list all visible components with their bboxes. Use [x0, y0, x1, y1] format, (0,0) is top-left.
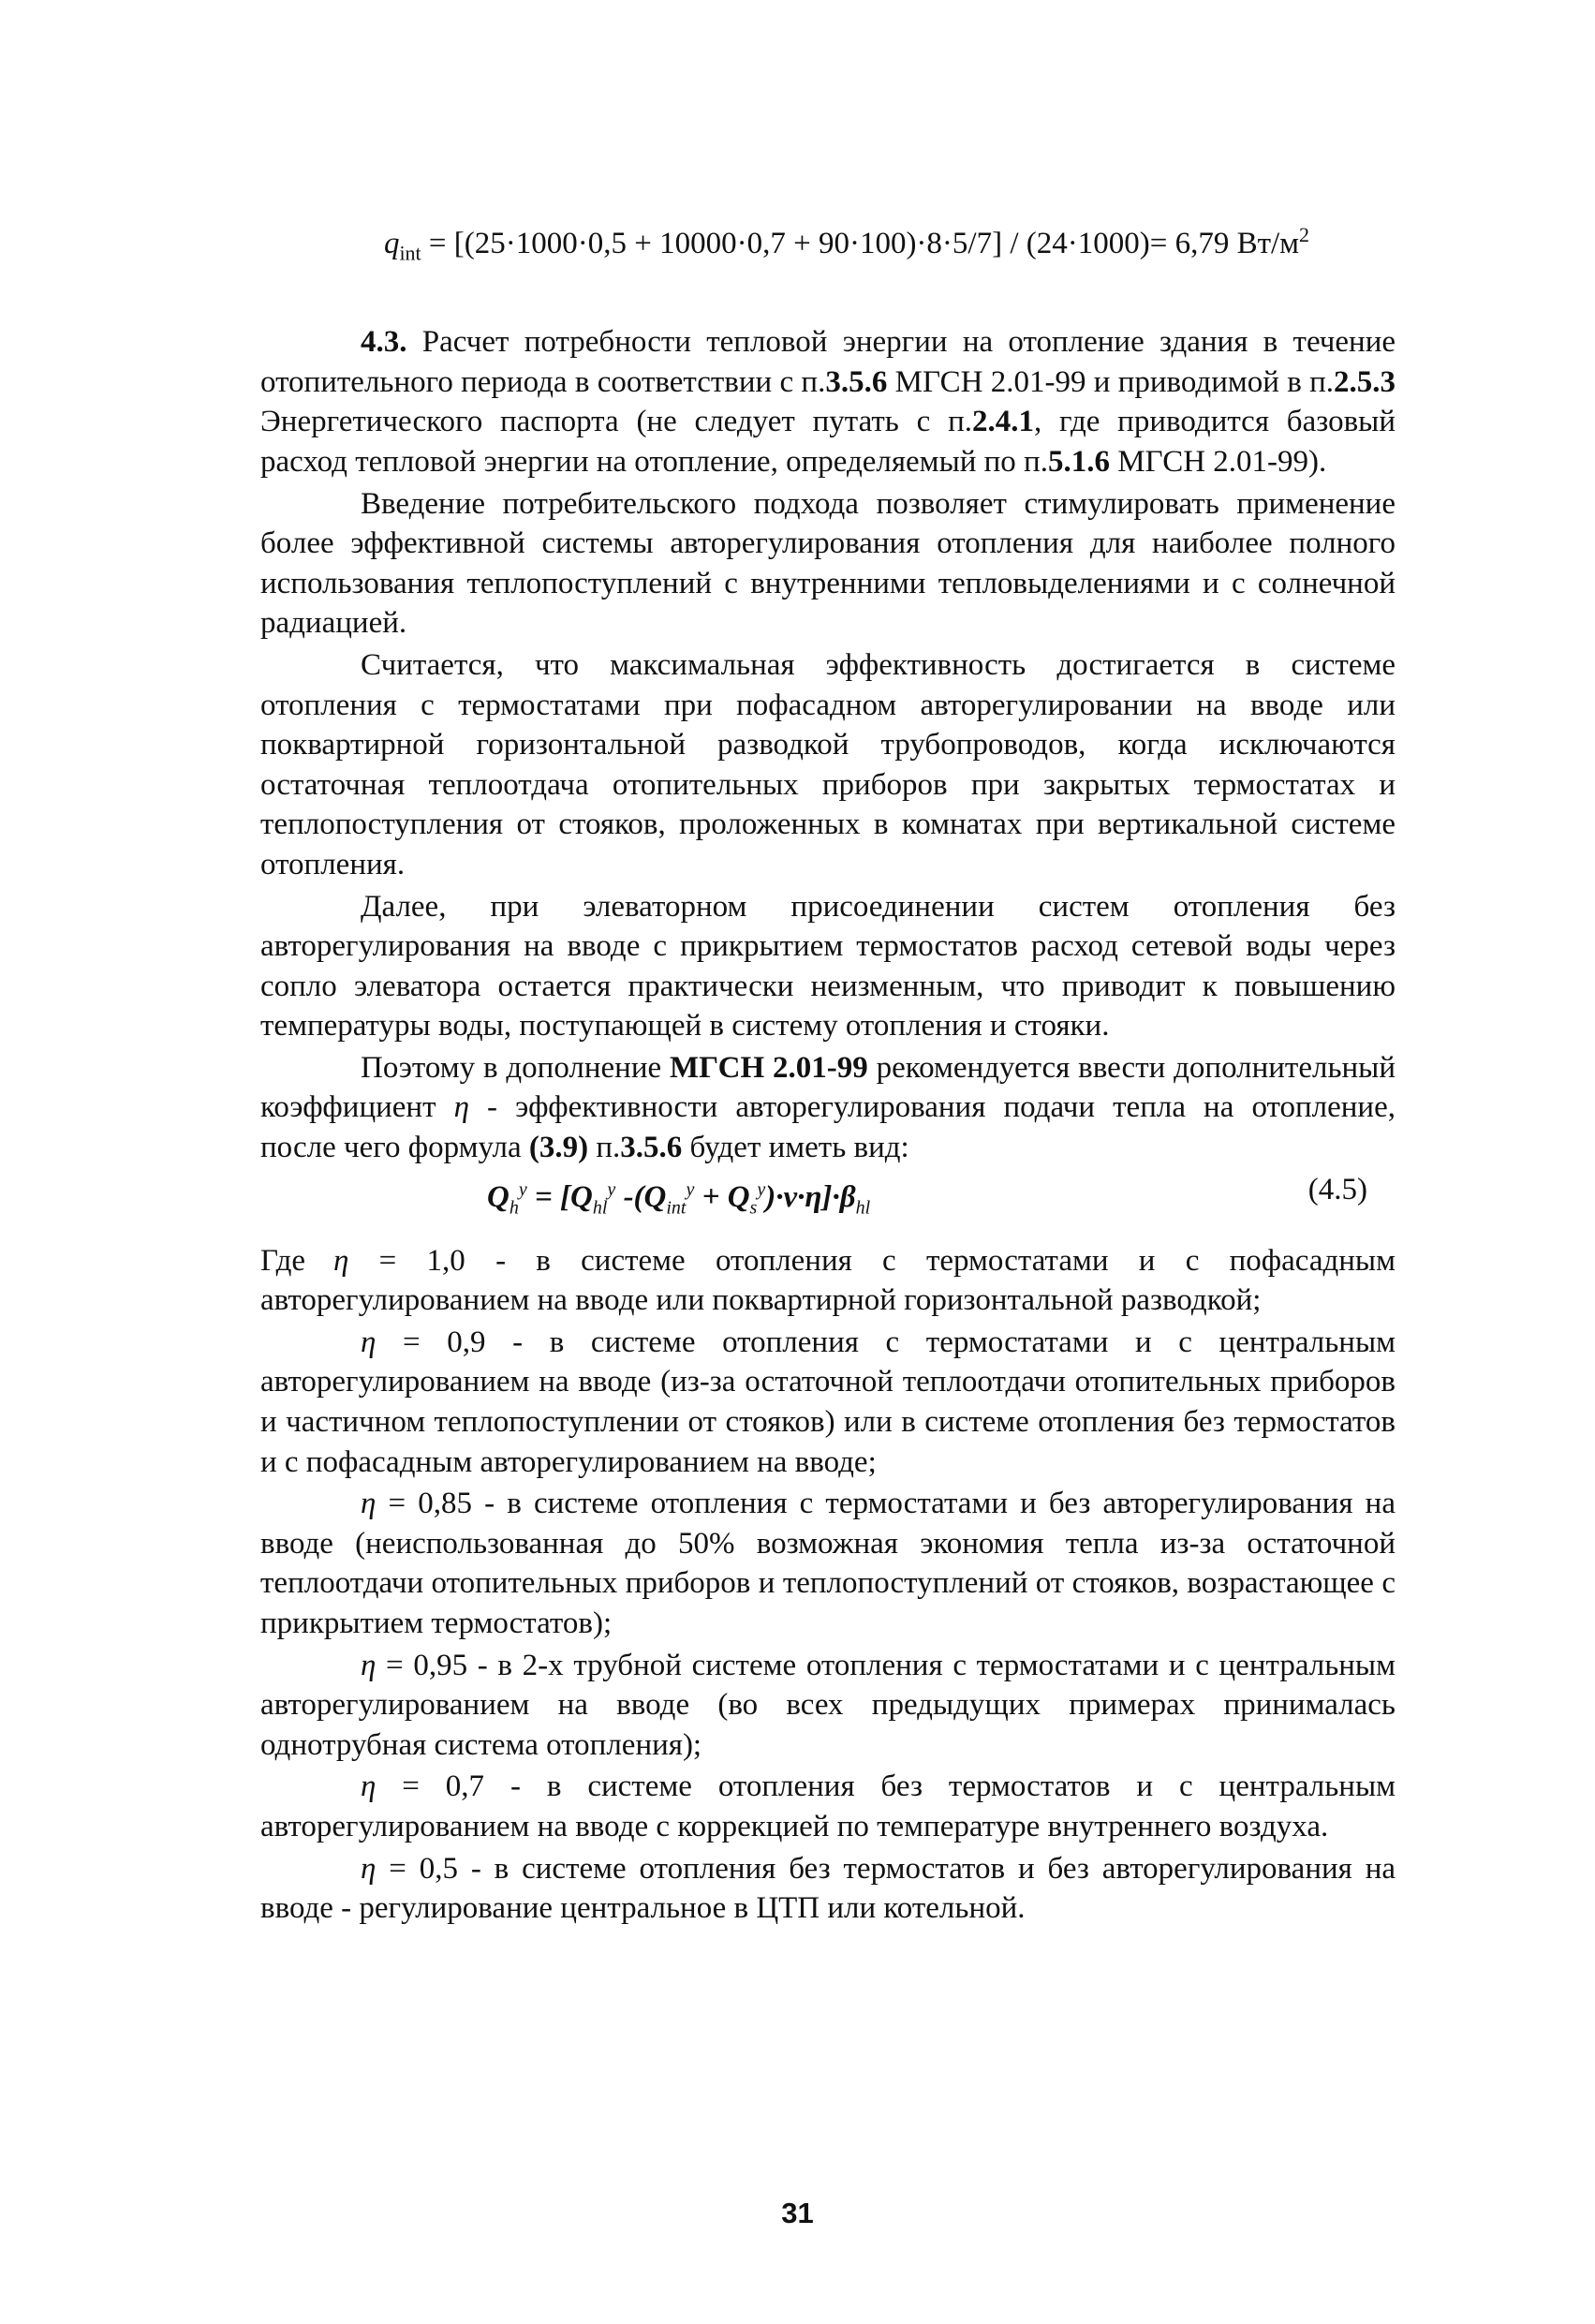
p4-formula-ref: (3.9) — [528, 1131, 589, 1165]
f45-qint-sup: y — [686, 1178, 695, 1200]
f45-qh-sub: h — [509, 1197, 519, 1219]
eta-symbol: η — [361, 1851, 377, 1886]
section-ref-1: 3.5.6 — [825, 364, 888, 399]
eta-symbol: η — [333, 1243, 349, 1278]
paragraph-consumer-approach: Введение потребительского подхода позволяет стимулировать применение более эффективной системы авторегулирования отопления для наиболее полного использования теплопоступлений с внутренними тепловыделениями и с солнечной радиацией. — [260, 486, 1396, 641]
eta-item-3 — [260, 1484, 1396, 1643]
formula-4-5 — [260, 1170, 1396, 1219]
f45-qhl: = [Q — [526, 1179, 593, 1214]
f45-qh-sup: y — [518, 1178, 527, 1200]
formula-qint — [260, 215, 1396, 274]
eta-symbol: η — [361, 1325, 377, 1359]
formula-4-5-number: (4.5) — [1307, 1172, 1367, 1206]
eta-symbol: η — [361, 1487, 377, 1521]
eta-symbol: η — [361, 1769, 377, 1804]
eta-item-5 — [260, 1767, 1396, 1846]
page-number: 31 — [781, 2197, 814, 2229]
eta-item-text: = 0,7 - в системе отопления без термостатов и с центральным авторегулированием на вводе с коррекцией по температуре внутреннего воздуха. — [260, 1769, 1396, 1843]
paragraph-coefficient — [260, 1048, 1396, 1168]
f45-qs-sup: y — [757, 1178, 766, 1200]
eta-item-text: = 0,9 - в системе отопления с термостатами и с центральным авторегулированием на вводе (из-за остаточной теплоотдачи отопительных приборов и частичном теплопоступлении от стояков) или в системе отопления без термостатов и с пофасадным авторегулированием на вводе; — [260, 1325, 1396, 1479]
p4-part-f: п. — [588, 1131, 621, 1165]
eta-item-4 — [260, 1646, 1396, 1766]
section-text-5: МГСН 2.01-99). — [1109, 444, 1327, 479]
eta-item-text: = 0,5 - в системе отопления без термостатов и без авторегулирования на вводе - регулирование центральное в ЦТП или котельной. — [260, 1851, 1396, 1926]
section-number: 4.3. — [361, 325, 407, 360]
formula-qint-unit-sup: 2 — [1299, 223, 1310, 246]
p4-mgsn: МГСН 2.01-99 — [669, 1050, 868, 1085]
f45-beta-sub: hl — [855, 1197, 871, 1219]
section-4-3-paragraph — [260, 322, 1396, 481]
section-text-4: , где приводится базовый расход тепловой энергии на отопление, определяемый по п. — [260, 405, 1396, 479]
f45-qhl-sup: y — [607, 1178, 616, 1200]
eta-item-text: = 1,0 - в системе отопления с термостатами и с пофасадным авторегулированием на вводе или поквартирной горизонтальной разводкой; — [260, 1243, 1396, 1318]
f45-tail: )·v·η]·β — [765, 1179, 856, 1214]
section-ref-4: 5.1.6 — [1047, 444, 1110, 479]
eta-item-prefix: Где — [260, 1243, 306, 1278]
f45-qhl-sub: hl — [592, 1197, 608, 1219]
formula-4-5-expression — [487, 1170, 870, 1228]
formula-qint-lhs: q — [383, 227, 400, 260]
eta-item-text: = 0,85 - в системе отопления с термостатами и без авторегулирования на вводе (неиспользованная до 50% возможная экономия тепла из-за остаточной теплоотдачи отопительных приборов и теплопоступлений от стояков, возрастающее с прикрытием термостатов); — [260, 1487, 1396, 1640]
p4-part-a: Поэтому в дополнение — [361, 1050, 670, 1085]
f45-qs-sub: s — [749, 1197, 758, 1219]
f45-qh: Q — [487, 1179, 510, 1214]
document-page — [260, 215, 1396, 1931]
p4-part-c: рекомендуется ввести дополнительный коэффициент — [260, 1050, 1396, 1125]
f45-qint-sub: int — [666, 1197, 687, 1219]
paragraph-elevator: Далее, при элеваторном присоединении систем отопления без авторегулирования на вводе с прикрытием термостатов расход сетевой воды через сопло элеватора остается практически неизменным, что приводит к повышению температуры воды, поступающей в систему отопления и стояки. — [260, 889, 1396, 1044]
formula-qint-lhs-sub: int — [399, 241, 421, 265]
f45-qint: -(Q — [615, 1179, 667, 1214]
eta-symbol: η — [361, 1648, 377, 1682]
p4-part-h: будет иметь вид: — [682, 1131, 909, 1165]
f45-qs: + Q — [694, 1179, 750, 1214]
p4-part-d: - эффективности авторегулирования подачи тепла на отопление, после чего формула — [260, 1090, 1396, 1165]
p4-clause-ref: 3.5.6 — [620, 1131, 683, 1165]
section-ref-2: 2.5.3 — [1334, 364, 1396, 399]
eta-symbol: η — [453, 1090, 469, 1125]
eta-item-6 — [260, 1849, 1396, 1929]
section-ref-3: 2.4.1 — [972, 405, 1034, 439]
eta-item-1 — [260, 1241, 1396, 1321]
section-text-1: Расчет потребности тепловой энергии на отопление здания в течение отопительного периода в соответствии с п. — [260, 325, 1396, 399]
paragraph-max-efficiency: Считается, что максимальная эффективность достигается в системе отопления с термостатами при пофасадном авторегулировании на вводе или поквартирной горизонтальной разводкой трубопроводов, когда исключаются остаточная теплоотдача отопительных приборов при закрытых термостатах и теплопоступления от стояков, проложенных в комнатах при вертикальной системе отопления. — [260, 647, 1396, 881]
section-text-3: Энергетического паспорта (не следует путать с п. — [260, 405, 972, 439]
eta-item-2 — [260, 1323, 1396, 1482]
section-text-2: МГСН 2.01-99 и приводимой в п. — [887, 364, 1334, 399]
eta-item-text: = 0,95 - в 2-х трубной системе отопления с термостатами и с центральным авторегулированием на вводе (во всех предыдущих примерах принималась однотрубная система отопления); — [260, 1648, 1396, 1762]
formula-qint-rhs: = [(25·1000·0,5 + 10000·0,7 + 90·100)·8·5/7] / (24·1000)= 6,79 Вт/м — [421, 227, 1300, 260]
